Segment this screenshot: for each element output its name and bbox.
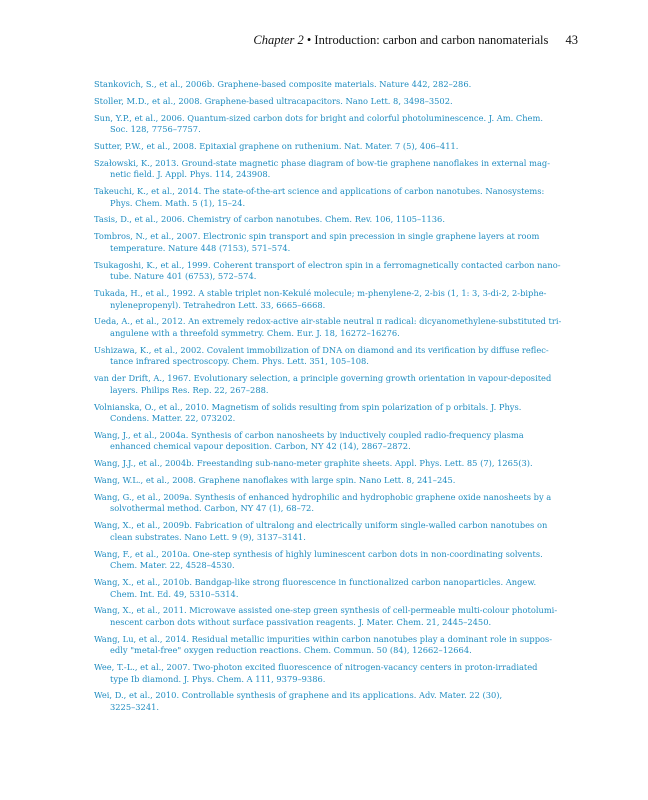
reference-entry: Volnianska, O., et al., 2010. Magnetism of solids resulting from spin polarization of p orbitals. J. Phys. Condens. Matter. 22, 073202. (94, 401, 522, 424)
reference-entry: Wang, J., et al., 2004a. Synthesis of carbon nanosheets by inductively coupled radio-frequency plasma enhanced chemical vapour deposition. Carbon, NY 42 (14), 2867–2872. (94, 429, 524, 452)
reference-entry: Wei, D., et al., 2010. Controllable synthesis of graphene and its applications. Adv. Mater. 22 (30), 3225–3241. (94, 690, 503, 713)
header-bullet: • (306, 33, 312, 47)
reference-entry: Tombros, N., et al., 2007. Electronic spin transport and spin precession in single graphene layers at room temperature. Nature 448 (7153), 571–574. (94, 231, 540, 253)
reference-entry: Wang, X., et al., 2009b. Fabrication of ultralong and electrically uniform single-walled carbon nanotubes on clean substrates. Nano Lett. 9 (9), 3137–3141. (94, 520, 548, 542)
reference-entry: Tasis, D., et al., 2006. Chemistry of carbon nanotubes. Chem. Rev. 106, 1105–1136. (94, 214, 445, 225)
reference-entry: Wee, T.-L., et al., 2007. Two-photon excited fluorescence of nitrogen-vacancy centers in proton-irradiated type Ib diamond. J. Phys. Chem. A 111, 9379–9386. (94, 662, 538, 684)
chapter-title: Introduction: carbon and carbon nanomaterials (314, 33, 549, 47)
reference-entry: Sutter, P.W., et al., 2008. Epitaxial graphene on ruthenium. Nat. Mater. 7 (5), 406–411. (94, 140, 459, 151)
reference-entry: Tsukagoshi, K., et al., 1999. Coherent transport of electron spin in a ferromagnetically contacted carbon nano- tube. Nature 401 (6753), 572–574. (94, 259, 561, 282)
reference-entry: Stankovich, S., et al., 2006b. Graphene-based composite materials. Nature 442, 282–286. (94, 79, 472, 89)
reference-entry: Stoller, M.D., et al., 2008. Graphene-based ultracapacitors. Nano Lett. 8, 3498–3502. (94, 95, 453, 106)
reference-list (94, 79, 572, 719)
reference-entry: Wang, G., et al., 2009a. Synthesis of enhanced hydrophilic and hydrophobic graphene oxide nanosheets by a solvothermal method. Carbon, NY 47 (1), 68–72. (94, 491, 552, 514)
reference-entry: van der Drift, A., 1967. Evolutionary selection, a principle governing growth orientation in vapour-deposited layers. Philips Res. Rep. 22, 267–288. (94, 373, 552, 395)
page-number: 43 (565, 33, 578, 47)
reference-entry: Wang, X., et al., 2011. Microwave assisted one-step green synthesis of cell-permeable multi-colour photolumi- nescent carbon dots without surface passivation reagents. J. Mater. Chem. 21, 2445–2450. (94, 605, 558, 627)
running-header (0, 33, 578, 48)
reference-entry: Tukada, H., et al., 1992. A stable triplet non-Kekulé molecule; m-phenylene-2, 2-bis (1, 1: 3, 3-di-2, 2-biphe- nylenepropenyl). Tetrahedron Lett. 33, 6665–6668. (94, 288, 547, 310)
reference-entry: Wang, Lu, et al., 2014. Residual metallic impurities within carbon nanotubes play a dominant role in suppos- edly "metal-free" oxygen reduction reactions. Chem. Commun. 50 (84), 12662–12664. (94, 633, 553, 656)
reference-entry: Ueda, A., et al., 2012. An extremely redox-active air-stable neutral π radical: dicyanomethylene-substituted tri- angulene with a threefold symmetry. Chem. Eur. J. 18, 16272–16276. (94, 316, 562, 338)
reference-entry: Wang, X., et al., 2010b. Bandgap-like strong fluorescence in functionalized carbon nanoparticles. Angew. Chem. Int. Ed. 49, 5310–5314. (94, 576, 537, 599)
reference-entry: Wang, J.J., et al., 2004b. Freestanding sub-nano-meter graphite sheets. Appl. Phys. Lett. 85 (7), 1265(3). (94, 458, 533, 469)
reference-entry: Szałowski, K., 2013. Ground-state magnetic phase diagram of bow-tie graphene nanoflakes in external mag- netic field. J. Appl. Phys. 114, 243908. (94, 157, 551, 180)
reference-entry: Wang, F., et al., 2010a. One-step synthesis of highly luminescent carbon dots in non-coordinating solvents. Chem. Mater. 22, 4528–4530. (94, 548, 543, 571)
reference-entry: Ushizawa, K., et al., 2002. Covalent immobilization of DNA on diamond and its verification by diffuse reflec- tance infrared spectroscopy. Chem. Phys. Lett. 351, 105–108. (94, 344, 549, 367)
reference-entry: Sun, Y.P., et al., 2006. Quantum-sized carbon dots for bright and colorful photoluminescence. J. Am. Chem. Soc. 128, 7756–7757. (94, 112, 543, 135)
reference-entry: Wang, W.L., et al., 2008. Graphene nanoflakes with large spin. Nano Lett. 8, 241–245. (94, 475, 456, 486)
reference-entry: Takeuchi, K., et al., 2014. The state-of-the-art science and applications of carbon nanotubes. Nanosystems: Phys. Chem. Math. 5 (1), 15–24. (94, 186, 545, 208)
chapter-label: Chapter 2 (253, 33, 304, 47)
